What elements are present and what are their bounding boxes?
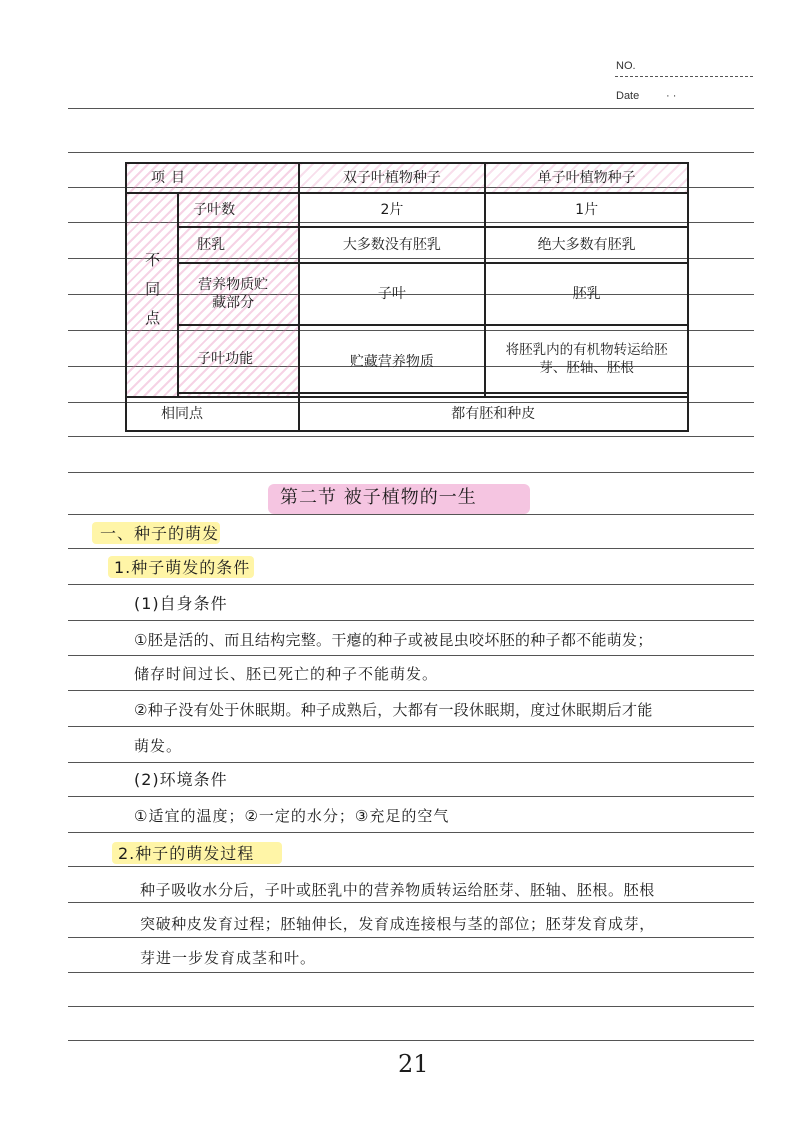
ruled-line — [68, 866, 754, 867]
text-line: 突破种皮发育过程；胚轴伸长，发育成连接根与茎的部位；胚芽发育成芽， — [140, 915, 655, 933]
text-line: 芽进一步发育成茎和叶。 — [140, 949, 317, 967]
table-row-name: 营养物质贮藏部分 — [178, 263, 298, 325]
ruled-line — [68, 832, 754, 833]
table-cell: 2片 — [299, 193, 486, 227]
ruled-line — [68, 584, 754, 585]
table-header-item: 项目 — [126, 163, 299, 193]
same-label-cell: 相同点 — [126, 397, 299, 431]
no-label: NO. — [616, 60, 636, 72]
date-label: Date — [616, 90, 640, 102]
ruled-line — [68, 548, 754, 549]
table-cell: 贮藏营养物质 — [299, 325, 486, 393]
table-cell: 1片 — [485, 193, 688, 227]
subheading-environment: (2)环境条件 — [134, 770, 228, 789]
ruled-line — [68, 152, 754, 153]
text-line: 萌发。 — [134, 737, 183, 755]
text-line: ①适宜的温度；②一定的水分；③充足的空气 — [134, 807, 450, 825]
subheading-self-conditions: (1)自身条件 — [134, 594, 228, 613]
same-value-cell: 都有胚和种皮 — [299, 397, 688, 431]
heading-process: 2.种子的萌发过程 — [118, 844, 255, 863]
date-dots: · · — [666, 90, 677, 102]
ruled-line — [68, 472, 754, 473]
no-underline — [615, 76, 753, 77]
table-cell: 子叶 — [299, 263, 486, 325]
table-header-monocot: 单子叶植物种子 — [485, 163, 688, 193]
ruled-line — [68, 972, 754, 973]
page-number: 21 — [398, 1050, 429, 1078]
ruled-line — [68, 762, 754, 763]
table-row-name: 胚乳 — [178, 227, 298, 263]
table-cell: 大多数没有胚乳 — [299, 227, 486, 263]
ruled-line — [68, 108, 754, 109]
text-line: ①胚是活的、而且结构完整。干瘪的种子或被昆虫咬坏胚的种子都不能萌发； — [134, 631, 653, 649]
text-line: ②种子没有处于休眠期。种子成熟后，大都有一段休眠期，度过休眠期后才能 — [134, 701, 653, 719]
ruled-line — [68, 514, 754, 515]
ruled-line — [68, 436, 754, 437]
table-header-dicot: 双子叶植物种子 — [299, 163, 486, 193]
heading-conditions: 1.种子萌发的条件 — [114, 558, 251, 577]
ruled-line — [68, 690, 754, 691]
ruled-line — [68, 726, 754, 727]
ruled-line — [68, 1040, 754, 1041]
text-line: 种子吸收水分后，子叶或胚乳中的营养物质转运给胚芽、胚轴、胚根。胚根 — [140, 881, 655, 899]
ruled-line — [68, 1006, 754, 1007]
ruled-line — [68, 937, 754, 938]
section-title: 第二节 被子植物的一生 — [280, 487, 477, 508]
table-row-name: 子叶数 — [178, 193, 298, 227]
diff-label-cell — [126, 193, 178, 397]
table-cell: 将胚乳内的有机物转运给胚芽、胚轴、胚根 — [485, 325, 688, 393]
ruled-line — [68, 902, 754, 903]
ruled-line — [68, 655, 754, 656]
table-row-name: 子叶功能 — [178, 325, 298, 393]
heading-seed-germination: 一、种子的萌发 — [100, 524, 220, 543]
ruled-line — [68, 796, 754, 797]
text-line: 储存时间过长、胚已死亡的种子不能萌发。 — [134, 665, 439, 683]
ruled-line — [68, 620, 754, 621]
diff-label: 不同点 — [143, 251, 162, 339]
table-cell: 胚乳 — [485, 263, 688, 325]
table-cell: 绝大多数有胚乳 — [485, 227, 688, 263]
seed-comparison-table — [125, 162, 689, 432]
